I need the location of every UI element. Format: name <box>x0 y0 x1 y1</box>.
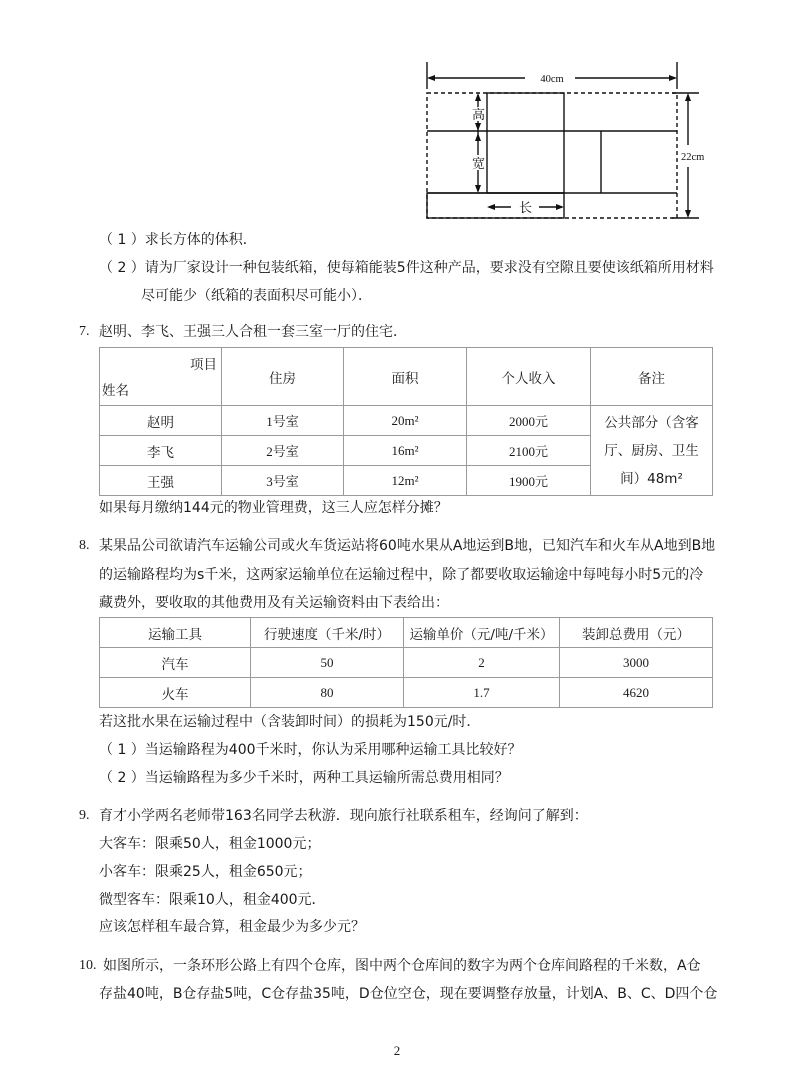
q7-name: 王强 <box>100 466 222 496</box>
q7-number: 7. <box>79 324 90 339</box>
q9-bus-mini: 微型客车：限乘10人，租金400元． <box>99 892 326 908</box>
q6-part2-line2: 尽可能少（纸箱的表面积尽可能小）． <box>141 288 372 304</box>
q7-header-income: 个人收入 <box>467 348 591 406</box>
q8-number: 8. <box>79 538 90 553</box>
table-row <box>100 678 713 708</box>
q7-income: 1900元 <box>467 466 591 496</box>
q8-header-price: 运输单价（元/吨/千米） <box>404 618 560 648</box>
q10-line2: 存盐40吨，B仓存盐5吨，C仓存盐35吨，D仓位空仓，现在要调整存放量，计划A、B、C、D四个仓 <box>99 986 718 1002</box>
gao-label: 高 <box>472 108 486 123</box>
q8-fee: 4620 <box>560 678 713 708</box>
q8-header-tool: 运输工具 <box>100 618 251 648</box>
q7-note-line2: 厅、厨房、卫生 <box>604 442 699 459</box>
q7-income: 2000元 <box>467 406 591 436</box>
q6-part1: （ 1 ）求长方体的体积． <box>99 232 257 248</box>
kuan-label: 宽 <box>472 157 486 172</box>
q8-speed: 50 <box>251 648 404 678</box>
height-dimension-label: 22cm <box>681 152 705 163</box>
q6-part2-line1: （ 2 ）请为厂家设计一种包装纸箱，使每箱能装5件这种产品，要求没有空隙且要使该纸箱所用材料 <box>99 260 714 276</box>
box-net-figure <box>415 55 715 225</box>
q7-header-note: 备注 <box>591 348 713 406</box>
q8-header-speed: 行驶速度（千米/时） <box>251 618 404 648</box>
q9-bus-small: 小客车：限乘25人，租金650元； <box>99 864 312 880</box>
q9-bus-large: 大客车：限乘50人，租金1000元； <box>99 836 321 852</box>
q7-income: 2100元 <box>467 436 591 466</box>
q8-price: 1.7 <box>404 678 560 708</box>
q8-loss: 若这批水果在运输过程中（含装卸时间）的损耗为150元/时． <box>99 714 481 730</box>
q8-line1: 某果品公司欲请汽车运输公司或火车货运站将60吨水果从A地运到B地，已知汽车和火车从A地到B地 <box>99 538 716 554</box>
q8-header-fee: 装卸总费用（元） <box>560 618 713 648</box>
q7-rent-table <box>99 347 713 496</box>
q7-note <box>591 406 713 496</box>
q7-name: 李飞 <box>100 436 222 466</box>
q7-name: 赵明 <box>100 406 222 436</box>
q8-tool: 火车 <box>100 678 251 708</box>
q8-transport-table <box>99 617 713 708</box>
width-dimension-label: 40cm <box>540 74 564 85</box>
q7-note-line3: 间）48m² <box>620 470 683 487</box>
q8-fee: 3000 <box>560 648 713 678</box>
q8-speed: 80 <box>251 678 404 708</box>
q7-header-room: 住房 <box>222 348 344 406</box>
q10-number: 10. <box>79 958 97 973</box>
q10-line1: 如图所示，一条环形公路上有四个仓库，图中两个仓库间的数字为两个仓库间路程的千米数，A仓 <box>103 958 701 974</box>
table-row <box>100 648 713 678</box>
q9-question: 应该怎样租车最合算，租金最少为多少元？ <box>99 919 365 935</box>
q8-line2: 的运输路程均为s千米，这两家运输单位在运输过程中，除了都要收取运输途中每吨每小时5元的冷 <box>99 567 704 583</box>
page-number: 2 <box>393 1043 401 1058</box>
q8-line3: 藏费外，要收取的其他费用及有关运输资料由下表给出： <box>99 595 449 611</box>
q7-header-area: 面积 <box>344 348 467 406</box>
q7-header-name: 姓名 <box>102 383 129 399</box>
q7-room: 3号室 <box>222 466 344 496</box>
q7-note-line1: 公共部分（含客 <box>604 414 699 431</box>
q7-room: 1号室 <box>222 406 344 436</box>
q7-area: 20m² <box>344 406 467 436</box>
q8-part2: （ 2 ）当运输路程为多少千米时，两种工具运输所需总费用相同？ <box>99 770 509 786</box>
q9-intro: 育才小学两名老师带163名同学去秋游．现向旅行社联系租车，经询问了解到： <box>99 808 588 824</box>
q8-tool: 汽车 <box>100 648 251 678</box>
q7-header-item: 项目 <box>190 357 217 373</box>
q7-room: 2号室 <box>222 436 344 466</box>
q7-question: 如果每月缴纳144元的物业管理费，这三人应怎样分摊？ <box>99 500 448 516</box>
q7-area: 16m² <box>344 436 467 466</box>
chang-label: 长 <box>519 201 533 216</box>
q8-price: 2 <box>404 648 560 678</box>
q8-part1: （ 1 ）当运输路程为400千米时，你认为采用哪种运输工具比较好？ <box>99 742 522 758</box>
q7-header-diagonal-cell <box>100 348 222 406</box>
q9-number: 9. <box>79 808 90 823</box>
q7-intro: 赵明、李飞、王强三人合租一套三室一厅的住宅． <box>99 324 407 340</box>
q7-area: 12m² <box>344 466 467 496</box>
table-row <box>100 406 713 436</box>
